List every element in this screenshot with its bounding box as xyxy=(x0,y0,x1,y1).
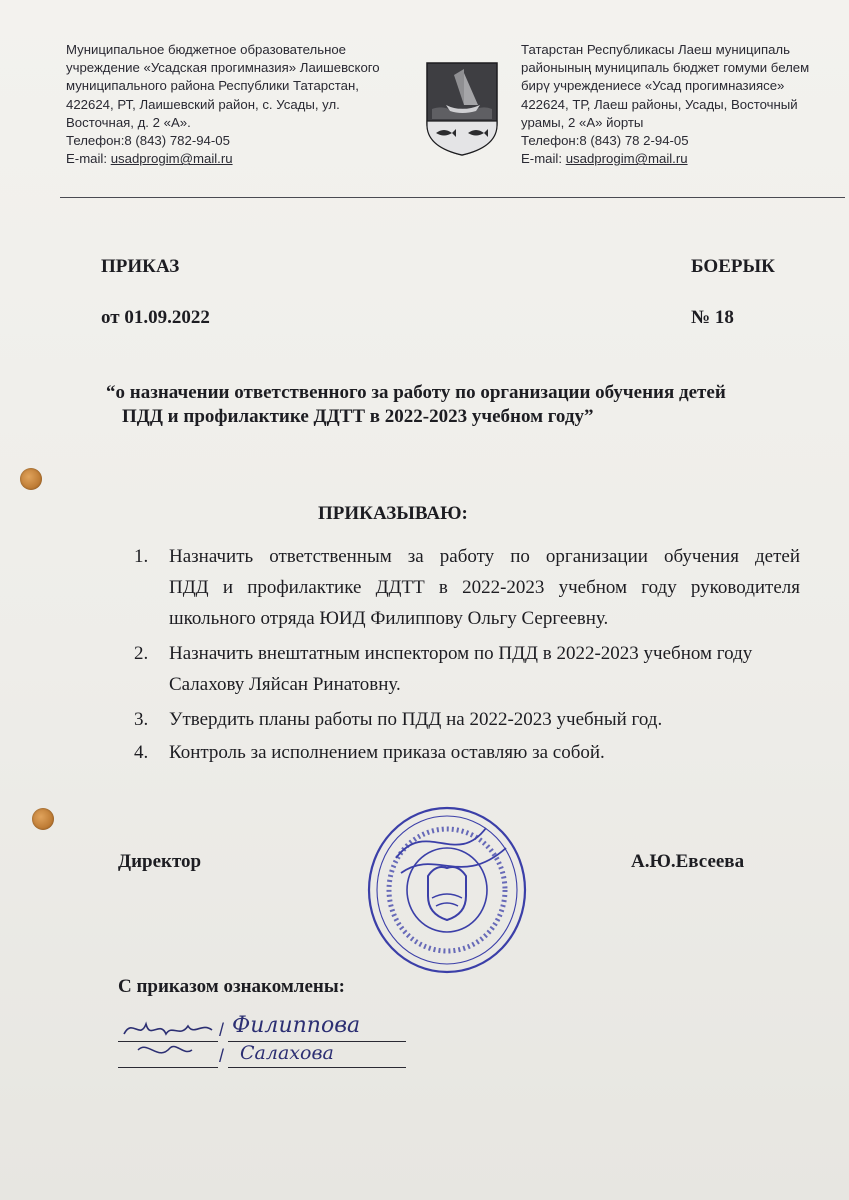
order-item-line: Назначить ответственным за работу по организации обучения детей xyxy=(169,546,800,567)
order-item xyxy=(134,638,800,700)
order-item-line: Салахову Ляйсан Ринатовну. xyxy=(169,674,401,695)
header-left-line: Восточная, д. 2 «А». xyxy=(66,114,191,130)
order-item-number: 1. xyxy=(134,546,149,567)
order-date: от 01.09.2022 xyxy=(101,307,210,328)
header-right-line: бирү учреждениесе «Усад прогимназиясе» xyxy=(521,78,785,94)
coat-of-arms-icon xyxy=(424,61,500,157)
official-stamp-icon xyxy=(366,798,528,978)
header-divider xyxy=(60,197,845,198)
header-left-email-line xyxy=(66,150,416,168)
header-left-address xyxy=(66,41,416,168)
order-title-tt: БОЕРЫК xyxy=(691,256,775,277)
signature-separator: / xyxy=(219,1020,225,1040)
header-left-line: Телефон:8 (843) 782-94-05 xyxy=(66,133,230,149)
order-subject-line: “о назначении ответственного за работу по организации обучения детей xyxy=(106,382,726,403)
header-left-line: 422624, РТ, Лаишевский район, с. Усады, ул. xyxy=(66,96,340,112)
order-item-line: школьного отряда ЮИД Филиппову Ольгу Сергеевну. xyxy=(169,608,609,629)
order-item-line: Назначить внештатным инспектором по ПДД в 2022-2023 учебном году xyxy=(169,643,753,664)
order-item-line: ПДД и профилактике ДДТТ в 2022-2023 учебном году руководителя xyxy=(169,577,800,598)
header-right-email-line xyxy=(521,150,831,168)
punch-hole-bottom xyxy=(32,808,54,830)
header-right-line: урамы, 2 «А» йорты xyxy=(521,114,644,130)
header-left-line: учреждение «Усадская прогимназия» Лаишевского xyxy=(66,60,380,76)
handwritten-name: Салахова xyxy=(240,1042,334,1064)
order-item-number: 2. xyxy=(134,643,149,664)
order-title-ru: ПРИКАЗ xyxy=(101,256,180,277)
header-right-line: Татарстан Республикасы Лаеш муниципаль xyxy=(521,42,790,57)
handwritten-name: Филиппова xyxy=(232,1013,361,1038)
header-left-line: муниципального района Республики Татарстан, xyxy=(66,78,359,94)
email-link[interactable]: usadprogim@mail.ru xyxy=(110,151,233,167)
signature-line xyxy=(228,1067,406,1068)
acknowledged-label: С приказом ознакомлены: xyxy=(118,976,346,997)
order-item-number: 3. xyxy=(134,709,149,730)
signature-separator: / xyxy=(219,1046,225,1066)
director-label: Директор xyxy=(118,851,202,872)
email-link[interactable]: usadprogim@mail.ru xyxy=(565,151,688,167)
header-right-address xyxy=(521,41,831,168)
email-label: E-mail: xyxy=(521,151,566,167)
order-item-line: Контроль за исполнением приказа оставляю за собой. xyxy=(169,742,605,763)
order-item xyxy=(134,541,800,634)
handwritten-signature-icon xyxy=(118,1010,218,1070)
order-subject-line: ПДД и профилактике ДДТТ в 2022-2023 учебном году” xyxy=(122,406,594,427)
punch-hole-top xyxy=(20,468,42,490)
order-items-list xyxy=(134,541,800,768)
header-right-line: районының муниципаль бюджет гомуми белем xyxy=(521,60,810,76)
header-right-line: 422624, ТР, Лаеш районы, Усады, Восточный xyxy=(521,96,798,112)
header-right-line: Телефон:8 (843) 78 2-94-05 xyxy=(521,133,689,149)
order-item xyxy=(134,737,800,768)
director-name: А.Ю.Евсеева xyxy=(631,851,745,872)
order-item-line: Утвердить планы работы по ПДД на 2022-2023 учебный год. xyxy=(169,709,663,730)
order-command: ПРИКАЗЫВАЮ: xyxy=(318,503,468,524)
email-label: E-mail: xyxy=(66,151,111,167)
order-item xyxy=(134,704,800,735)
order-number: № 18 xyxy=(691,307,734,328)
header-left-line: Муниципальное бюджетное образовательное xyxy=(66,42,347,57)
order-item-number: 4. xyxy=(134,742,149,763)
